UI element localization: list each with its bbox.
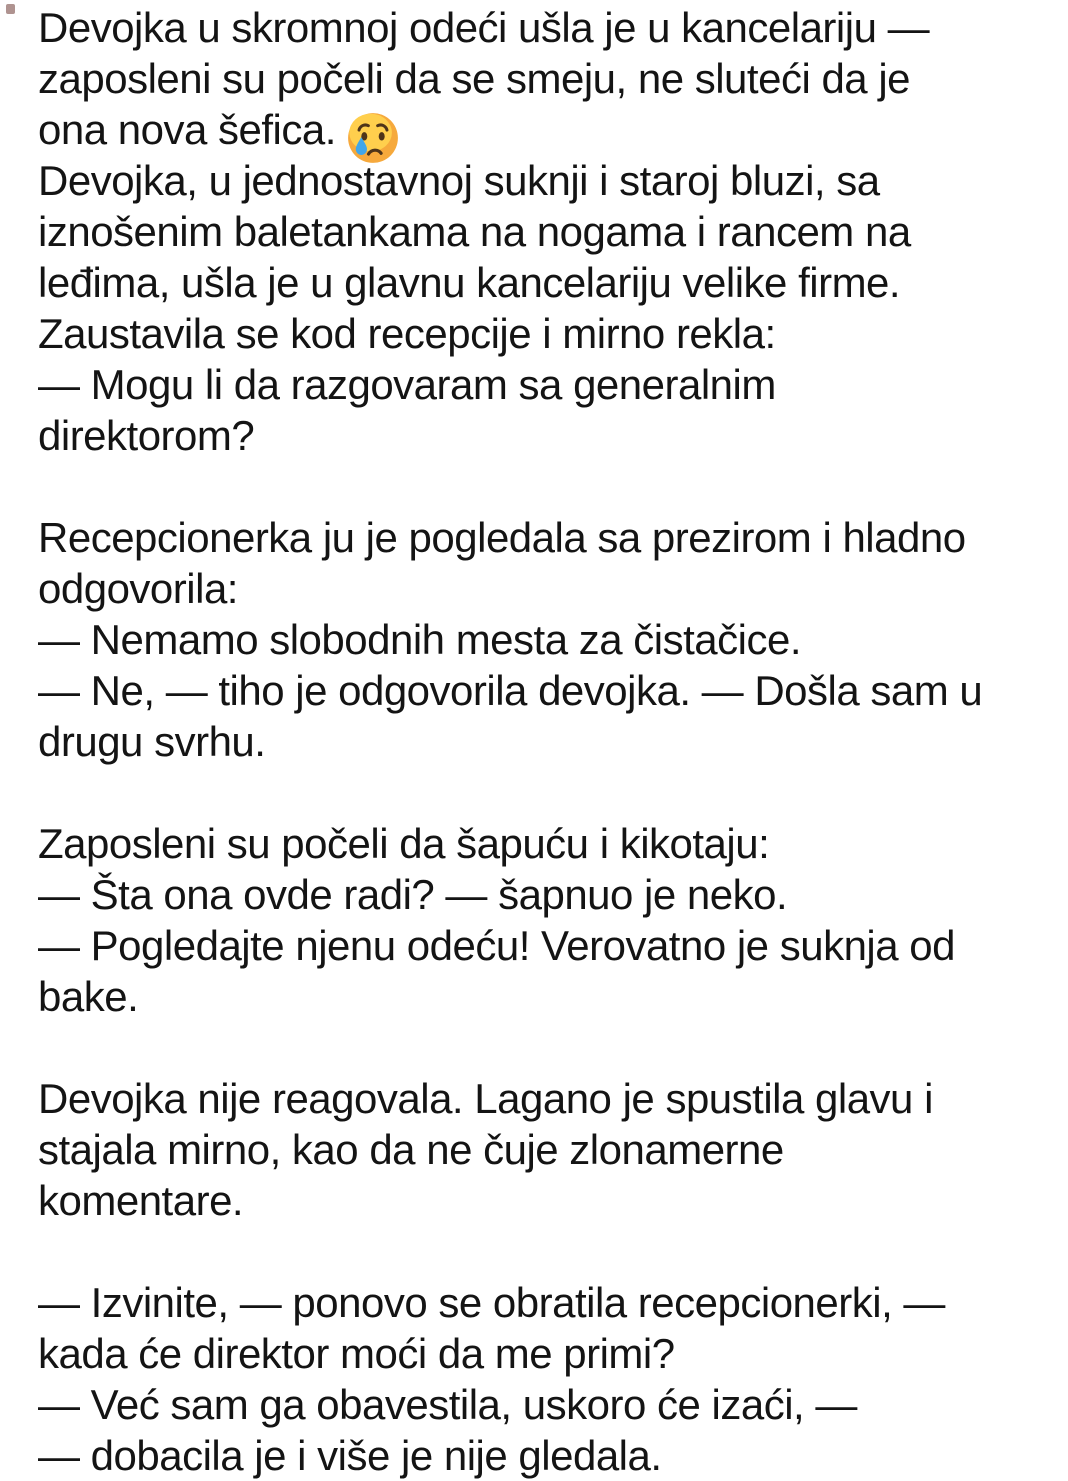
text-line: — Izvinite, — ponovo se obratila recepcionerki, —	[38, 1279, 945, 1326]
text-line-clipped: — dobacila je i više je nije gledala.	[38, 1432, 662, 1479]
text-line: komentare.	[38, 1177, 244, 1224]
text-line: — Nemamo slobodnih mesta za čistačice.	[38, 616, 801, 663]
text-line: Devojka nije reagovala. Lagano je spustila glavu i	[38, 1075, 933, 1122]
emoji-face-highlight	[349, 114, 392, 152]
text-line: Zaustavila se kod recepcije i mirno rekla:	[38, 310, 776, 357]
text-line: kada će direktor moći da me primi?	[38, 1330, 675, 1377]
text-line: odgovorila:	[38, 565, 238, 612]
text-line: — Pogledajte njenu odeću! Verovatno je suknja od	[38, 922, 956, 969]
text-line: Recepcionerka ju je pogledala sa prezirom i hladno	[38, 514, 966, 561]
blank-line	[38, 1226, 1044, 1277]
text-line: iznošenim baletankama na nogama i rancem na	[38, 208, 911, 255]
text-line: Devojka, u jednostavnoj suknji i staroj bluzi, sa	[38, 157, 880, 204]
text-line: direktorom?	[38, 412, 255, 459]
text-line: leđima, ušla je u glavnu kancelariju velike firme.	[38, 259, 901, 306]
text-line: Zaposleni su počeli da šapuću i kikotaju:	[38, 820, 770, 867]
blank-line	[38, 461, 1044, 512]
text-line: — Mogu li da razgovaram sa generalnim	[38, 361, 776, 408]
text-line	[38, 104, 1044, 155]
text-line: — Već sam ga obavestila, uskoro će izaći, —	[38, 1381, 857, 1428]
blank-line	[38, 1022, 1044, 1073]
blank-line	[38, 767, 1044, 818]
text-line: — Šta ona ovde radi? — šapnuo je neko.	[38, 871, 788, 918]
text-line: bake.	[38, 973, 139, 1020]
emoji-eye-right	[379, 132, 385, 140]
text-line: stajala mirno, kao da ne čuje zlonamerne	[38, 1126, 784, 1173]
text-line-fragment: ona nova šefica.	[38, 106, 336, 153]
text-line: drugu svrhu.	[38, 718, 266, 765]
text-line: Devojka u skromnoj odeći ušla je u kancelariju —	[38, 4, 930, 51]
text-line: zaposleni su počeli da se smeju, ne sluteći da je	[38, 55, 911, 102]
text-line: — Ne, — tiho je odgovorila devojka. — Došla sam u	[38, 667, 983, 714]
